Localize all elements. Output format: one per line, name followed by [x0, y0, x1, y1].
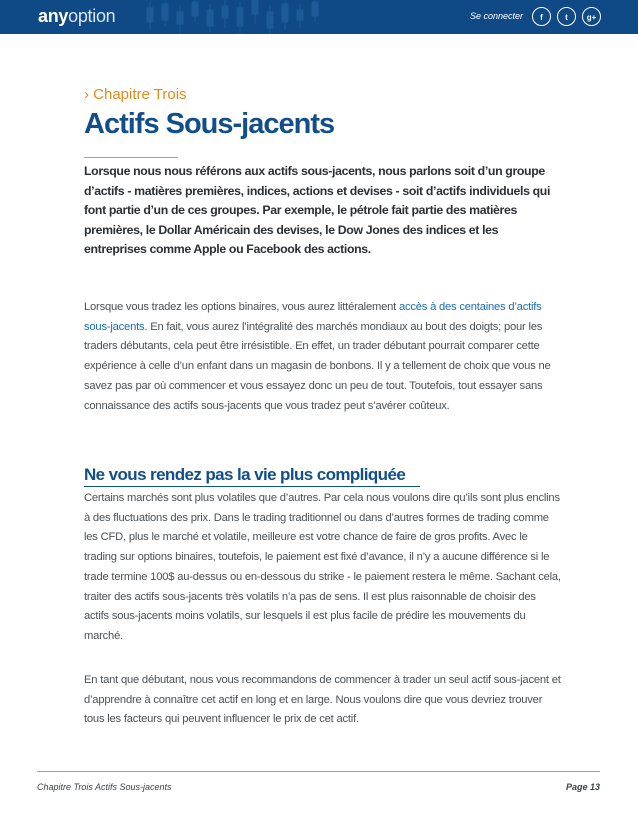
- assets-link[interactable]: accès à des centaines d’actifs sous-jacents: [84, 301, 542, 333]
- page-title: Actifs Sous-jacents: [84, 108, 335, 140]
- body-paragraph-2: Certains marchés sont plus volatiles que d’autres. Par cela nous voulons dire qu’ils sont plus enclins à des fluctuations des prix. Dans le trading traditionnel ou dans d’autres formes de trading comme les CFD, plus le marché et volatile, meilleure est votre chance de faire de gros profits. Avec le trading sur options binaires, toutefois, le paiement est fixé d’avance, il n’y a aucune différence si le trade termine 100$ au-dessus ou en-dessous du strike - le paiement restera le même. Sachant cela, traiter des actifs sous-jacents très volatils n’a pas de sens. Il est plus raisonnable de choisir des actifs sous-jacents moins volatils, sur lesquels il est plus facile de prédire les mouvements du marché.: [84, 492, 561, 642]
- paragraph-text: Lorsque vous tradez les options binaires, vous aurez littéralement: [84, 301, 399, 313]
- google-plus-icon[interactable]: g+: [582, 7, 601, 26]
- body-paragraph-1: [84, 298, 562, 416]
- section-heading: Ne vous rendez pas la vie plus compliquée: [84, 465, 406, 484]
- page-number: Page 13: [565, 782, 600, 792]
- twitter-icon[interactable]: t: [557, 7, 576, 26]
- body-paragraph-3: En tant que débutant, nous vous recommandons de commencer à trader un seul actif sous-jacent et d’apprendre à connaître cet actif en long et en large. Nous voulons dire que vous devriez trouver tous les facteurs qui peuvent influencer le prix de cet actif.: [84, 674, 561, 726]
- anyoption-logo[interactable]: anyoption: [38, 6, 116, 26]
- login-link[interactable]: Se connecter: [470, 11, 524, 21]
- header-bar: [0, 0, 638, 34]
- lead-paragraph: Lorsque nous nous référons aux actifs sous-jacents, nous parlons soit d’un groupe d’actifs - matières premières, indices, actions et devises - soit d’actifs individuels qui font partie d’un de ces groupes. Par exemple, le pétrole fait partie des matières premières, le Dollar Américain des devises, le Dow Jones des indices et les entreprises comme Apple ou Facebook des actions.: [84, 164, 551, 256]
- footer-chapter-label: Chapitre Trois Actifs Sous-jacents: [37, 782, 172, 792]
- section-heading-underline: [84, 486, 420, 487]
- title-divider: [84, 157, 178, 158]
- footer-divider: [37, 771, 600, 772]
- paragraph-text: . En fait, vous aurez l’intégralité des marchés mondiaux au bout des doigts; pour les traders débutants, cela peut être irrésistible. En effet, un trader débutant pourrait comparer cette expérience à celle d’un enfant dans un magasin de bonbons. Il y a tellement de choix que vous ne savez pas par où commencer et vous essayez donc un peu de tout. Toutefois, tout essayer sans connaissance des actifs sous-jacents que vous tradez peut s’avérer coûteux.: [84, 320, 551, 412]
- chapter-label: › Chapitre Trois: [84, 86, 187, 103]
- facebook-icon[interactable]: f: [532, 7, 551, 26]
